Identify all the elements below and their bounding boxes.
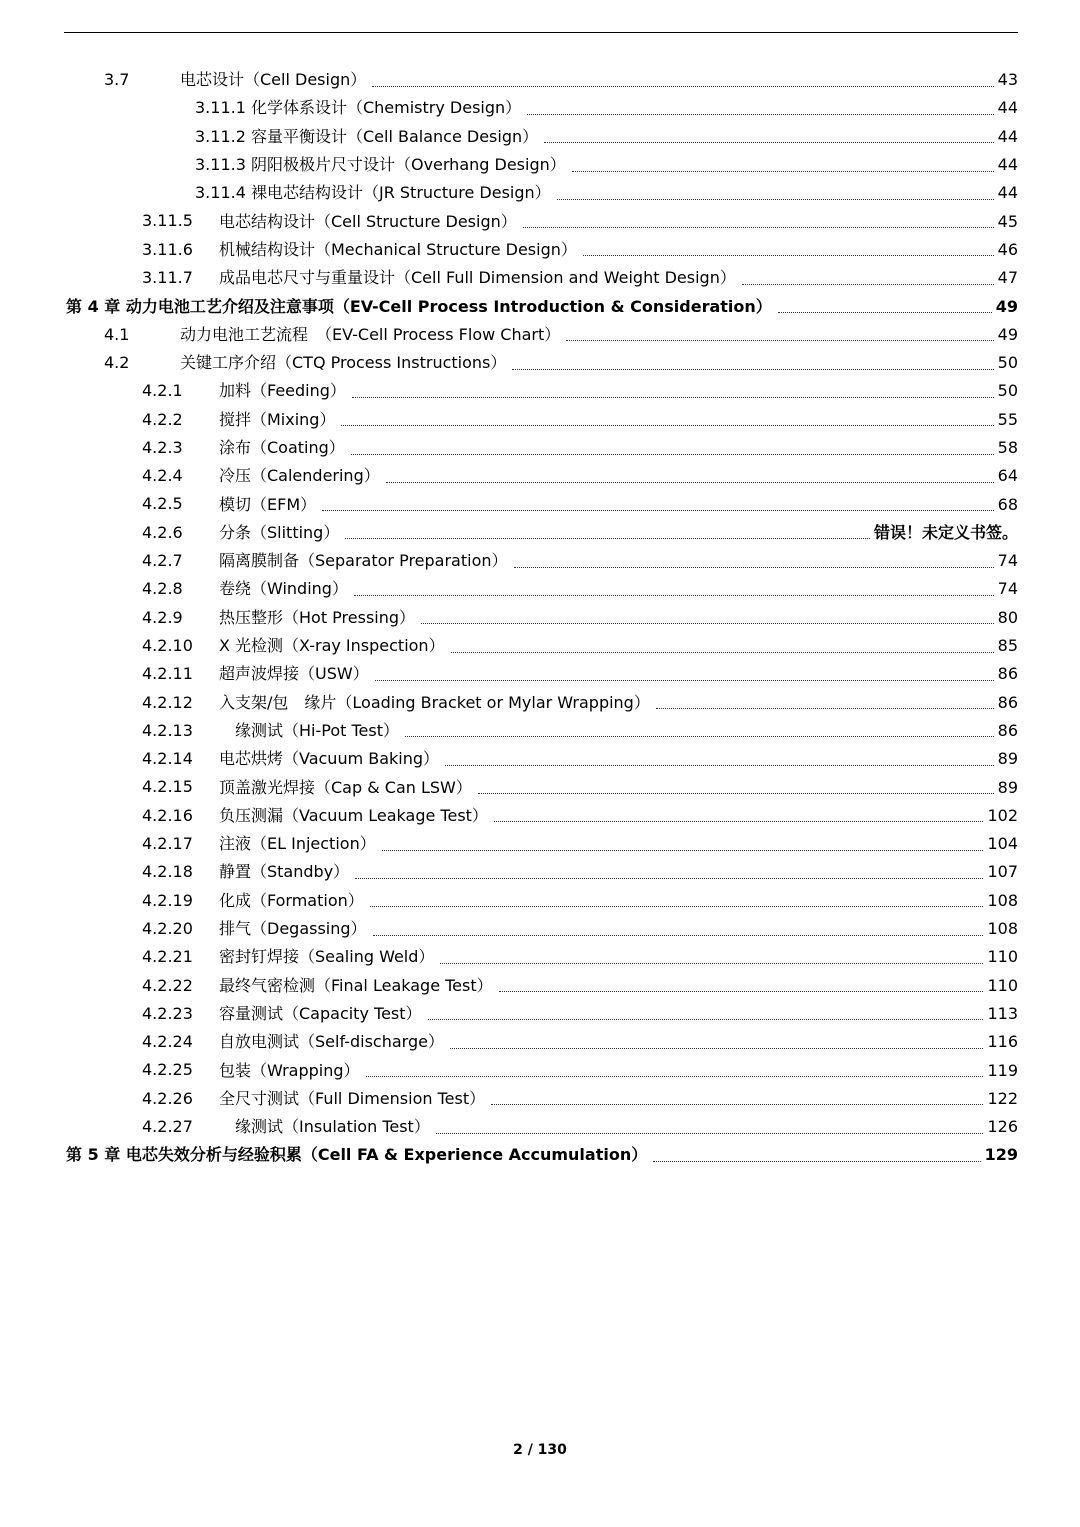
- toc-entry-line: [219, 604, 1018, 632]
- toc-page-number: 58: [997, 438, 1018, 457]
- toc-entry-line: [180, 66, 1018, 94]
- toc-entry-title: 静置（Standby）: [219, 862, 350, 882]
- toc-page-number: 129: [984, 1145, 1018, 1165]
- toc-entry-title: 搅拌（Mixing）: [219, 409, 336, 429]
- toc-entry[interactable]: [0, 377, 1080, 405]
- toc-entry[interactable]: [0, 236, 1080, 264]
- toc-entry-title: 3.11.2 容量平衡设计（Cell Balance Design）: [195, 126, 539, 146]
- toc-entry-title: 3.11.3 阴阳极极片尺寸设计（Overhang Design）: [195, 155, 566, 175]
- toc-entry-title: X 光检测（X-ray Inspection）: [219, 636, 445, 656]
- toc-entry-number: 4.2.12: [142, 692, 193, 712]
- toc-entry[interactable]: [0, 462, 1080, 490]
- toc-page-number: 86: [997, 664, 1018, 684]
- toc-page-number: 68: [997, 494, 1018, 514]
- header-rule: [64, 32, 1018, 33]
- toc-page-number: 86: [997, 692, 1018, 712]
- dot-leader: [450, 1048, 983, 1049]
- toc-entry-title: 包装（Wrapping）: [219, 1060, 360, 1080]
- toc-entry[interactable]: [0, 1113, 1080, 1141]
- toc-entry-number: 4.2.22: [142, 975, 193, 995]
- toc-entry-line: [219, 1056, 1018, 1084]
- toc-page-number: 44: [997, 98, 1018, 118]
- toc-page-number: 122: [987, 1088, 1018, 1108]
- toc-entry[interactable]: [0, 490, 1080, 518]
- toc-entry-title: 容量测试（Capacity Test）: [219, 1003, 422, 1023]
- dot-leader: [778, 312, 992, 313]
- toc-entry-line: [219, 972, 1018, 1000]
- dot-leader: [527, 114, 993, 115]
- toc-entry-title: 涂布（Coating）: [219, 438, 345, 457]
- dot-leader: [557, 199, 994, 200]
- toc-page-number: 108: [987, 919, 1018, 939]
- toc-entry-title: 冷压（Calendering）: [219, 466, 380, 486]
- toc-entry-title: 密封钉焊接（Sealing Weld）: [219, 947, 435, 967]
- toc-entry[interactable]: [0, 1085, 1080, 1113]
- toc-entry[interactable]: [0, 943, 1080, 971]
- toc-entry[interactable]: [0, 830, 1080, 858]
- toc-entry[interactable]: [0, 1056, 1080, 1084]
- toc-entry-title: 成品电芯尺寸与重量设计（Cell Full Dimension and Weight Design）: [219, 268, 736, 288]
- toc-entry-title: 机械结构设计（Mechanical Structure Design）: [219, 239, 577, 259]
- toc-entry-title: 电芯结构设计（Cell Structure Design）: [219, 211, 517, 231]
- toc-entry-number: 4.2.9: [142, 607, 183, 627]
- toc-entry[interactable]: [0, 94, 1080, 122]
- toc-entry-number: 4.2.10: [142, 635, 193, 655]
- toc-page-number: 119: [987, 1060, 1018, 1080]
- toc-entry-number: 4.2.4: [142, 466, 183, 486]
- toc-entry-line: [180, 321, 1018, 349]
- toc-page-number: 85: [997, 636, 1018, 656]
- toc-entry-title: 负压测漏（Vacuum Leakage Test）: [219, 805, 488, 825]
- dot-leader: [512, 369, 993, 370]
- toc-entry-line: [219, 207, 1018, 235]
- toc-entry-line: [219, 462, 1018, 490]
- dot-leader: [742, 284, 994, 285]
- toc-page-number: 49: [997, 324, 1018, 344]
- toc-entry-line: [219, 575, 1018, 603]
- toc-entry-line: [219, 377, 1018, 405]
- dot-leader: [514, 567, 994, 568]
- toc-entry-line: [219, 745, 1018, 773]
- toc-entry-line: [219, 264, 1018, 292]
- toc-entry[interactable]: [0, 207, 1080, 235]
- dot-leader: [352, 397, 994, 398]
- toc-entry-title: 模切（EFM）: [219, 494, 317, 514]
- toc-entry-number: 4.2: [104, 352, 130, 372]
- toc-entry-title: 动力电池工艺流程 （EV-Cell Process Flow Chart）: [180, 324, 561, 344]
- dot-leader: [405, 736, 994, 737]
- dot-leader: [566, 340, 993, 341]
- toc-entry[interactable]: [0, 151, 1080, 179]
- toc-entry-title: 缘测试（Insulation Test）: [219, 1117, 430, 1137]
- toc-page-number: 108: [987, 890, 1018, 910]
- dot-leader: [421, 623, 994, 624]
- toc-entry-number: 4.2.20: [142, 918, 193, 938]
- dot-leader: [370, 906, 984, 907]
- toc-page-number: 45: [997, 211, 1018, 231]
- toc-entry[interactable]: [0, 66, 1080, 94]
- toc-entry-title: 排气（Degassing）: [219, 919, 367, 939]
- toc-entry[interactable]: [0, 887, 1080, 915]
- dot-leader: [354, 595, 994, 596]
- toc-entry[interactable]: [0, 406, 1080, 434]
- dot-leader: [494, 821, 984, 822]
- dot-leader: [445, 765, 994, 766]
- dot-leader: [523, 227, 994, 228]
- toc-entry-line: [195, 151, 1018, 179]
- toc-entry-line: [66, 1141, 1018, 1169]
- toc-entry-line: [219, 490, 1018, 518]
- toc-page-number: 44: [997, 126, 1018, 146]
- toc-entry-title: 卷绕（Winding）: [219, 579, 348, 599]
- toc-page-number: 43: [997, 70, 1018, 90]
- toc-page-number: 89: [997, 777, 1018, 797]
- toc-page-number: 86: [997, 720, 1018, 740]
- toc-entry-number: 4.2.18: [142, 862, 193, 882]
- toc-entry[interactable]: [0, 802, 1080, 830]
- toc-entry-number: 4.2.11: [142, 664, 193, 684]
- toc-page-number: 55: [997, 409, 1018, 429]
- table-of-contents: [0, 66, 1080, 1170]
- toc-entry[interactable]: [0, 745, 1080, 773]
- toc-page-number: 47: [997, 268, 1018, 288]
- toc-entry-title: 电芯设计（Cell Design）: [180, 70, 367, 90]
- toc-entry-title: 3.11.1 化学体系设计（Chemistry Design）: [195, 98, 522, 118]
- toc-entry[interactable]: [0, 575, 1080, 603]
- toc-entry-number: 4.2.7: [142, 551, 183, 571]
- toc-entry-line: [219, 915, 1018, 943]
- toc-page-number: 110: [987, 975, 1018, 995]
- dot-leader: [440, 963, 983, 964]
- dot-leader: [436, 1133, 984, 1134]
- toc-entry-number: 3.11.6: [142, 239, 193, 259]
- toc-entry-title: 分条（Slitting）: [219, 522, 340, 542]
- toc-entry-number: 4.2.8: [142, 579, 183, 599]
- toc-entry-line: [219, 660, 1018, 688]
- toc-entry-title: 顶盖激光焊接（Cap & Can LSW）: [219, 777, 472, 797]
- toc-entry-line: [219, 1085, 1018, 1113]
- toc-entry-title: 缘测试（Hi-Pot Test）: [219, 720, 399, 740]
- dot-leader: [653, 1161, 980, 1162]
- dot-leader: [386, 482, 994, 483]
- toc-entry[interactable]: [0, 1000, 1080, 1028]
- toc-entry-title: 加料（Feeding）: [219, 381, 346, 401]
- toc-entry[interactable]: [0, 321, 1080, 349]
- toc-entry-title: 入支架/包 缘片（Loading Bracket or Mylar Wrapping）: [219, 692, 650, 712]
- dot-leader: [572, 171, 994, 172]
- toc-page-number: 126: [987, 1117, 1018, 1137]
- toc-entry[interactable]: [0, 660, 1080, 688]
- toc-entry-title: 化成（Formation）: [219, 890, 364, 910]
- toc-page-number: 44: [997, 183, 1018, 203]
- toc-entry-title: 隔离膜制备（Separator Preparation）: [219, 551, 508, 571]
- toc-entry-title: 热压整形（Hot Pressing）: [219, 607, 416, 627]
- toc-entry-line: [219, 1028, 1018, 1056]
- toc-entry-number: 4.2.27: [142, 1116, 193, 1136]
- toc-entry-line: [66, 292, 1018, 320]
- toc-entry[interactable]: [0, 915, 1080, 943]
- toc-entry-number: 3.11.5: [142, 211, 193, 231]
- toc-page-number: 102: [987, 805, 1018, 825]
- toc-entry[interactable]: [0, 179, 1080, 207]
- toc-entry-title: 最终气密检测（Final Leakage Test）: [219, 975, 493, 995]
- toc-entry-line: [219, 632, 1018, 660]
- dot-leader: [341, 425, 993, 426]
- toc-entry-number: 4.2.3: [142, 437, 183, 457]
- toc-entry[interactable]: [0, 434, 1080, 462]
- toc-entry-number: 4.2.15: [142, 777, 193, 797]
- toc-entry-number: 4.2.23: [142, 1003, 193, 1023]
- toc-entry-title: 超声波焊接（USW）: [219, 664, 369, 684]
- toc-entry-number: 4.2.24: [142, 1032, 193, 1052]
- toc-page-number: 50: [997, 353, 1018, 373]
- toc-entry-line: [219, 1000, 1018, 1028]
- toc-entry[interactable]: [0, 773, 1080, 801]
- toc-page-number: 116: [987, 1032, 1018, 1052]
- toc-page-number: 44: [997, 155, 1018, 175]
- toc-entry-number: 3.11.7: [142, 268, 193, 288]
- toc-chapter-entry[interactable]: [0, 1141, 1080, 1169]
- toc-entry-title: 注液（EL Injection）: [219, 834, 376, 854]
- toc-entry-line: [219, 802, 1018, 830]
- toc-page-number: 64: [997, 466, 1018, 486]
- toc-entry-line: [219, 830, 1018, 858]
- toc-entry-line: [180, 349, 1018, 377]
- toc-entry-title: 全尺寸测试（Full Dimension Test）: [219, 1088, 486, 1108]
- dot-leader: [375, 680, 994, 681]
- toc-entry-line: [195, 94, 1018, 122]
- toc-entry[interactable]: [0, 1028, 1080, 1056]
- page-number: 2 / 130: [513, 1442, 567, 1458]
- toc-entry-line: [219, 236, 1018, 264]
- toc-entry[interactable]: [0, 123, 1080, 151]
- dot-leader: [499, 991, 984, 992]
- toc-entry-line: [219, 858, 1018, 886]
- toc-page-number: 49: [995, 296, 1018, 316]
- toc-entry[interactable]: [0, 858, 1080, 886]
- toc-entry-number: 4.1: [104, 324, 130, 344]
- toc-entry-line: [219, 943, 1018, 971]
- dot-leader: [451, 652, 994, 653]
- dot-leader: [583, 255, 994, 256]
- toc-entry[interactable]: [0, 349, 1080, 377]
- dot-leader: [372, 86, 993, 87]
- toc-entry[interactable]: [0, 264, 1080, 292]
- toc-entry[interactable]: [0, 972, 1080, 1000]
- toc-entry-number: 4.2.26: [142, 1088, 193, 1108]
- toc-entry-line: [219, 689, 1018, 717]
- toc-page-number: 46: [997, 239, 1018, 259]
- toc-entry-number: 4.2.6: [142, 522, 183, 542]
- toc-entry-title: 自放电测试（Self-discharge）: [219, 1032, 444, 1052]
- toc-entry-title: 第 4 章 动力电池工艺介绍及注意事项（EV-Cell Process Introduction & Consideration）: [66, 296, 772, 316]
- toc-entry-line: [219, 547, 1018, 575]
- toc-entry[interactable]: [0, 717, 1080, 745]
- toc-entry-number: 4.2.5: [142, 494, 183, 514]
- toc-page-number: 74: [997, 579, 1018, 599]
- toc-page-number: 80: [997, 607, 1018, 627]
- toc-entry-number: 3.7: [104, 70, 130, 89]
- dot-leader: [428, 1019, 984, 1020]
- dot-leader: [544, 142, 994, 143]
- toc-entry[interactable]: [0, 519, 1080, 547]
- toc-entry-line: [219, 887, 1018, 915]
- dot-leader: [382, 850, 984, 851]
- toc-entry-number: 4.2.14: [142, 749, 193, 769]
- dot-leader: [345, 538, 870, 539]
- dot-leader: [491, 1104, 983, 1105]
- toc-entry-number: 4.2.1: [142, 381, 183, 401]
- toc-entry-number: 4.2.17: [142, 834, 193, 854]
- toc-page-number: 107: [987, 862, 1018, 882]
- toc-entry-line: [195, 123, 1018, 151]
- toc-entry-title: 电芯烘烤（Vacuum Baking）: [219, 749, 440, 769]
- toc-entry-title: 关键工序介绍（CTQ Process Instructions）: [180, 353, 507, 373]
- toc-entry[interactable]: [0, 547, 1080, 575]
- toc-entry-title: 第 5 章 电芯失效分析与经验积累（Cell FA & Experience Accumulation）: [66, 1145, 648, 1165]
- dot-leader: [355, 878, 983, 879]
- dot-leader: [478, 793, 994, 794]
- bookmark-error-text: 错误！未定义书签。: [873, 522, 1018, 542]
- toc-entry-number: 4.2.16: [142, 805, 193, 825]
- toc-page-number: 50: [997, 381, 1018, 401]
- toc-entry-number: 4.2.25: [142, 1060, 193, 1080]
- toc-entry-line: [219, 434, 1018, 462]
- toc-chapter-entry[interactable]: [0, 292, 1080, 320]
- toc-entry-line: [219, 773, 1018, 801]
- toc-entry-line: [219, 519, 1018, 547]
- toc-entry-line: [219, 717, 1018, 745]
- toc-entry[interactable]: [0, 689, 1080, 717]
- dot-leader: [366, 1076, 984, 1077]
- toc-page-number: 74: [997, 551, 1018, 571]
- dot-leader: [373, 935, 984, 936]
- toc-entry-number: 4.2.13: [142, 720, 193, 740]
- toc-entry-title: 3.11.4 裸电芯结构设计（JR Structure Design）: [195, 183, 551, 203]
- toc-entry-number: 4.2.21: [142, 947, 193, 967]
- toc-page-number: 110: [987, 947, 1018, 967]
- dot-leader: [322, 510, 994, 511]
- toc-entry-line: [195, 179, 1018, 207]
- toc-entry-number: 4.2.19: [142, 890, 193, 910]
- dot-leader: [656, 708, 994, 709]
- dot-leader: [351, 454, 994, 455]
- toc-page-number: 104: [987, 834, 1018, 854]
- toc-entry[interactable]: [0, 604, 1080, 632]
- toc-entry-number: 4.2.2: [142, 409, 183, 429]
- toc-page-number: 113: [987, 1003, 1018, 1023]
- toc-entry-line: [219, 406, 1018, 434]
- toc-page-number: 89: [997, 749, 1018, 769]
- toc-entry-line: [219, 1113, 1018, 1141]
- toc-entry[interactable]: [0, 632, 1080, 660]
